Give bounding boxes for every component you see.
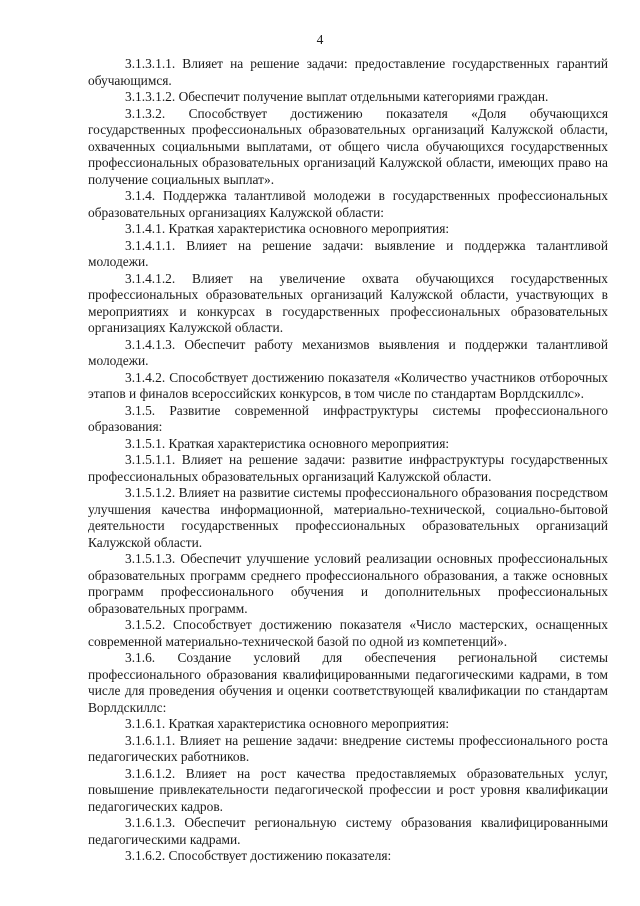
paragraph-3-1-5-1-2: 3.1.5.1.2. Влияет на развитие системы профессионального образования посредством улучшения качества информационной, материально-технической, социально-бытовой деятельности государственных профессиональных образовательных организаций Калужской области.	[88, 485, 608, 550]
paragraph-3-1-6-1-3: 3.1.6.1.3. Обеспечит региональную систему образования квалифицированными педагогическими кадрами.	[88, 815, 608, 847]
paragraph-3-1-4-2: 3.1.4.2. Способствует достижению показателя «Количество участников отборочных этапов и финалов всероссийских конкурсов, в том числе по стандартам Ворлдскиллс».	[88, 369, 608, 401]
paragraph-3-1-5-1-1: 3.1.5.1.1. Влияет на решение задачи: развитие инфраструктуры государственных профессиональных образовательных организаций Калужской области.	[88, 452, 608, 484]
paragraph-3-1-6-1-2: 3.1.6.1.2. Влияет на рост качества предоставляемых образовательных услуг, повышение привлекательности педагогической профессии и рост уровня квалификации педагогических кадров.	[88, 765, 608, 814]
paragraph-3-1-6-2: 3.1.6.2. Способствует достижению показателя:	[125, 848, 392, 863]
paragraph-3-1-5-1: 3.1.5.1. Краткая характеристика основного мероприятия:	[125, 435, 450, 451]
paragraph-3-1-5: 3.1.5. Развитие современной инфраструктуры системы профессионального образования:	[88, 402, 608, 434]
paragraph-3-1-4-1: 3.1.4.1. Краткая характеристика основного мероприятия:	[125, 221, 450, 236]
document-body	[88, 56, 608, 865]
page-number: 4	[316, 32, 324, 47]
paragraph-3-1-4-1-3: 3.1.4.1.3. Обеспечит работу механизмов выявления и поддержки талантливой молодежи.	[88, 336, 608, 368]
paragraph-3-1-3-2: 3.1.3.2. Способствует достижению показателя «Доля обучающихся государственных профессиональных образовательных организаций Калужской области, охваченных социальными выплатами, от общего числа обучающихся государственных профессиональных образовательных организаций Калужской области, имеющих право на получение социальных выплат».	[88, 105, 608, 187]
paragraph-3-1-4: 3.1.4. Поддержка талантливой молодежи в государственных профессиональных образовательных организациях Калужской области:	[88, 188, 608, 220]
paragraph-3-1-4-1-2: 3.1.4.1.2. Влияет на увеличение охвата обучающихся государственных профессиональных образовательных организаций Калужской области, участвующих в мероприятиях и конкурсах в государственных профессиональных образовательных организациях Калужской области.	[88, 270, 608, 335]
paragraph-3-1-6-1-1: 3.1.6.1.1. Влияет на решение задачи: внедрение системы профессионального роста педагогических работников.	[88, 732, 608, 764]
paragraph-3-1-6-1: 3.1.6.1. Краткая характеристика основного мероприятия:	[125, 716, 450, 731]
paragraph-3-1-3-1-1: 3.1.3.1.1. Влияет на решение задачи: предоставление государственных гарантий обучающимся.	[88, 56, 608, 88]
paragraph-3-1-6: 3.1.6. Создание условий для обеспечения региональной системы профессионального образования квалифицированными педагогическими кадрами, в том числе для проведения обучения и оценки соответствующей квалификации по стандартам Ворлдскиллс:	[88, 650, 608, 715]
paragraph-3-1-5-2: 3.1.5.2. Способствует достижению показателя «Число мастерских, оснащенных современной материально-технической базой по одной из компетенций».	[88, 617, 608, 649]
paragraph-3-1-5-1-3: 3.1.5.1.3. Обеспечит улучшение условий реализации основных профессиональных образовательных программ среднего профессионального образования, а также основных программ профессионального обучения и дополнительных профессиональных образовательных программ.	[88, 551, 608, 616]
paragraph-3-1-3-1-2: 3.1.3.1.2. Обеспечит получение выплат отдельными категориями граждан.	[125, 89, 549, 104]
paragraph-3-1-4-1-1: 3.1.4.1.1. Влияет на решение задачи: выявление и поддержка талантливой молодежи.	[88, 237, 608, 269]
